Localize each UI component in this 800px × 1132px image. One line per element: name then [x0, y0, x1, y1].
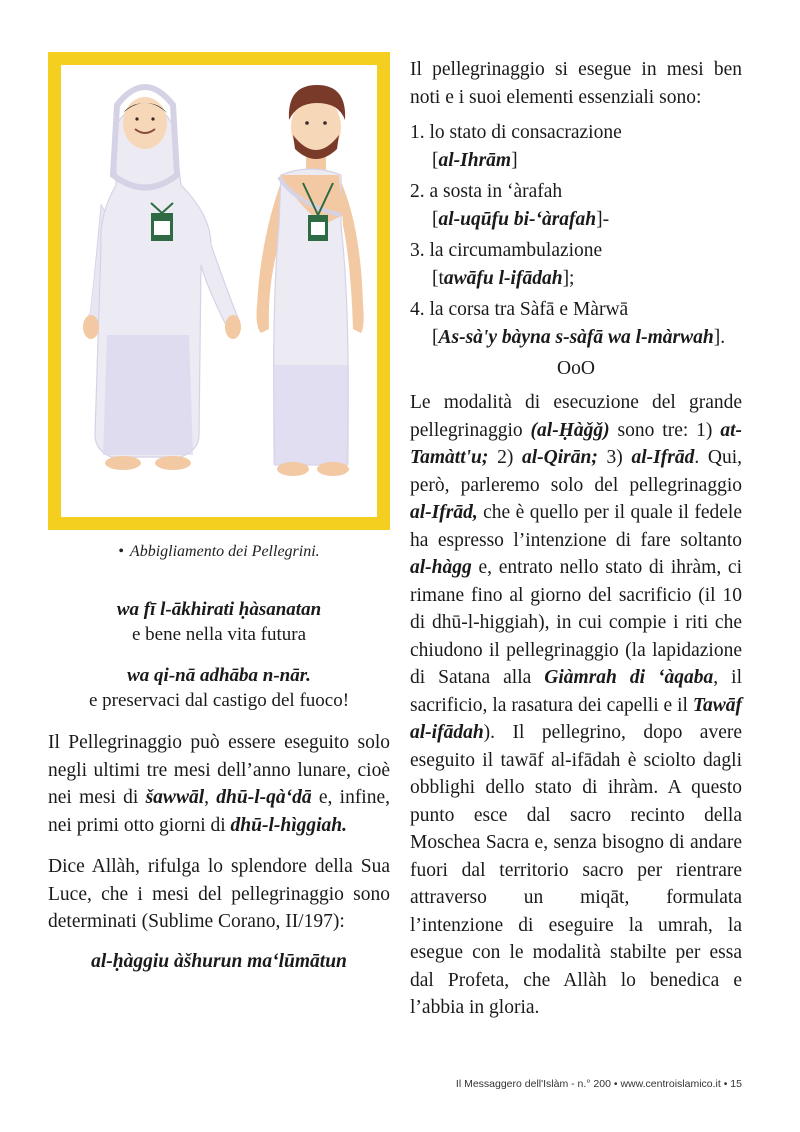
- verse-1-translation: e bene nella vita futura: [131, 624, 307, 645]
- verse-1: [48, 597, 390, 647]
- verse-2-transliteration: wa qi-nā adhāba n-nār.: [127, 665, 311, 686]
- verse-2-translation: e preservaci dal castigo del fuoco!: [88, 690, 350, 711]
- left-column: [48, 52, 390, 975]
- pilgrims-illustration: [61, 65, 377, 517]
- month-dhul-qada: dhū-l-qà‘dā: [216, 787, 312, 808]
- right-column: [410, 56, 742, 1022]
- verse-1-transliteration: wa fī l-ākhirati ḥàsanatan: [116, 599, 322, 620]
- caption-text: Abbigliamento dei Pellegrini.: [129, 543, 320, 560]
- figure-caption: [48, 543, 390, 561]
- verse-2: [48, 663, 390, 713]
- pilgrimage-modalities-paragraph: Le modalità di esecuzione del grande pellegrinaggio (al-Ḥàǧǧ) sono tre: 1) at-Tamàtt'u; 2) al-Qirān; 3) al-Ifrād. Qui, però, parleremo solo del pellegrinaggio al-Ifrād, che è quello per il quale il fedele ha espresso l’intenzione di fare soltanto al-hàgg e, entrato nello stato di ihràm, ci rimane fino al giorno del sacrificio (il 10 di dhū-l-higgiah), in cui compie i riti che chiudono il pellegrinaggio (la lapidazione di Satana alla Giàmrah di ‘àqaba, il sacrificio, la rasatura dei capelli e il Tawāf al-ifādah). Il pellegrino, dopo avere eseguito il tawāf al-ifādah è sciolto dagli obblighi dello stato di ihràm. A questo punto esce dal sacro recinto della Moschea Sacra e, senza bisogno di andare fuori dal territorio sacro per rientrare attraverso un miqāt, formulata l’intenzione di eseguire la umrah, la esegue con le modalità stabilte per essa dal Profeta, che Allàh lo benedica e l’abbia in gloria.: [410, 392, 743, 1018]
- man-pilgrim-figure: [257, 85, 364, 476]
- month-shawwal: šawwāl: [145, 787, 205, 808]
- list-item: 4. la corsa tra Sàfā e Màrwā [As-sà'y bàyna s-sàfā wa l-màrwah].: [410, 299, 726, 348]
- essential-elements-list: [410, 119, 742, 352]
- essential-elements-intro: Il pellegrinaggio si esegue in mesi ben noti e i suoi elementi essenziali sono:: [410, 59, 742, 108]
- pilgrimage-months-paragraph: Il Pellegrinaggio può essere eseguito solo negli ultimi tre mesi dell’anno lunare, cioè nei mesi di šawwāl, dhū-l-qà‘dā e, infine, nei primi otto giorni di dhū-l-hìggiah.: [48, 732, 391, 836]
- quran-verse-transliteration: al-ḥàggiu àšhurun ma‘lūmātun: [91, 950, 347, 972]
- quran-reference-paragraph: Dice Allàh, rifulga lo splendore della Sua Luce, che i mesi del pellegrinaggio sono determinati (Sublime Corano, II/197):: [48, 856, 390, 932]
- page-footer: Il Messaggero dell'Islàm - n.° 200 • www.centroislamico.it • 15: [455, 1078, 742, 1090]
- list-item: 1. lo stato di consacrazione [al-Ihrām]: [410, 122, 622, 171]
- pilgrims-illustration-frame: [48, 52, 390, 530]
- caption-bullet: •: [118, 543, 124, 560]
- list-item: 2. a sosta in ‘àrafah [al-uqūfu bi-‘àrafah]-: [410, 181, 610, 230]
- section-separator: OoO: [557, 358, 595, 379]
- month-dhul-higgiah: dhū-l-hìggiah.: [230, 814, 348, 836]
- list-item: 3. la circumambulazione [tawāfu l-ifādah];: [410, 240, 603, 289]
- woman-pilgrim-figure: [83, 87, 241, 470]
